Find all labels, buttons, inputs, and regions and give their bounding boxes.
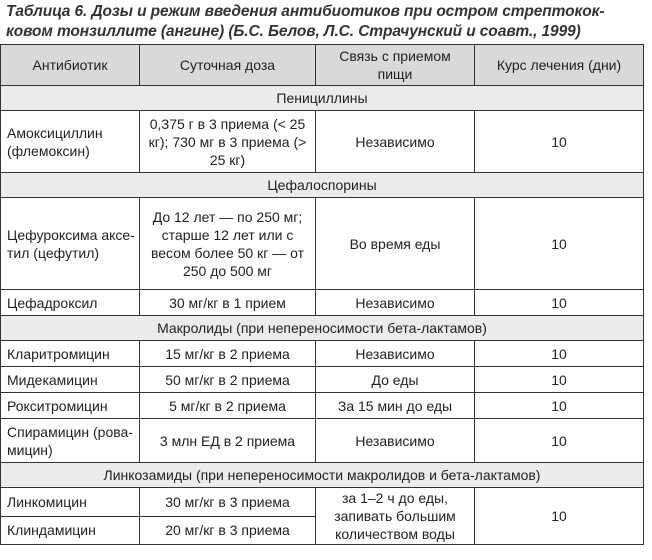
course-days: 10 [475, 341, 644, 367]
drug-name: Клиндамицин [1, 516, 140, 545]
table-row [1, 393, 644, 419]
drug-name: Цефадроксил [1, 290, 140, 316]
course-days: 10 [475, 393, 644, 419]
drug-name: Рокситромицин [1, 393, 140, 419]
daily-dose: 50 мг/кг в 2 приема [140, 367, 316, 393]
food-relation: Во время еды [316, 198, 475, 290]
course-days: 10 [475, 367, 644, 393]
daily-dose: 30 мг/кг в 1 прием [140, 290, 316, 316]
table-row [1, 198, 644, 290]
group-label: Цефалоспорины [1, 173, 644, 198]
food-relation: До еды [316, 367, 475, 393]
daily-dose: 0,375 г в 3 приема (< 25 кг); 730 мг в 3 приема (> 25 кг) [140, 111, 316, 173]
daily-dose: 5 мг/кг в 2 приема [140, 393, 316, 419]
course-days: 10 [475, 419, 644, 463]
food-relation: Независимо [316, 111, 475, 173]
group-row-lincosamides [1, 463, 644, 488]
antibiotic-dose-table [0, 44, 644, 545]
table-row [1, 341, 644, 367]
food-relation: Независимо [316, 419, 475, 463]
group-row-cephalosporins [1, 173, 644, 198]
drug-name: Мидекамицин [1, 367, 140, 393]
group-row-macrolides [1, 316, 644, 341]
daily-dose: До 12 лет — по 250 мг; старше 12 лет или с весом более 50 кг — от 250 до 500 мг [140, 198, 316, 290]
daily-dose: 15 мг/кг в 2 приема [140, 341, 316, 367]
food-relation: Независимо [316, 290, 475, 316]
course-days: 10 [475, 488, 644, 545]
food-relation: за 1–2 ч до еды, запивать большим количеством воды [316, 488, 475, 545]
daily-dose: 20 мг/кг в 3 приема [140, 516, 316, 545]
header-daily-dose: Суточная доза [140, 45, 316, 86]
drug-name: Цефуроксима аксе-тил (цефутил) [1, 198, 140, 290]
header-row [1, 45, 644, 86]
course-days: 10 [475, 290, 644, 316]
drug-name: Кларитромицин [1, 341, 140, 367]
table-row [1, 367, 644, 393]
course-days: 10 [475, 198, 644, 290]
header-antibiotic: Антибиотик [1, 45, 140, 86]
food-relation: За 15 мин до еды [316, 393, 475, 419]
table-row [1, 290, 644, 316]
daily-dose: 3 млн ЕД в 2 приема [140, 419, 316, 463]
group-row-penicillins [1, 86, 644, 111]
header-food-relation: Связь с приемом пищи [316, 45, 475, 86]
course-days: 10 [475, 111, 644, 173]
table-row [1, 111, 644, 173]
food-relation: Независимо [316, 341, 475, 367]
drug-name: Линкомицин [1, 488, 140, 517]
group-label: Макролиды (при непереносимости бета-лактамов) [1, 316, 644, 341]
table-row [1, 488, 644, 517]
drug-name: Амоксициллин (флемоксин) [1, 111, 140, 173]
header-course-days: Курс лечения (дни) [475, 45, 644, 86]
group-label: Пенициллины [1, 86, 644, 111]
group-label: Линкозамиды (при непереносимости макролидов и бета-лактамов) [1, 463, 644, 488]
drug-name: Спирамицин (рова-мицин) [1, 419, 140, 463]
table-caption: Таблица 6. Дозы и режим введения антибиотиков при остром стрептокок-ковом тонзиллите (ангине) (Б.С. Белов, Л.С. Страчунский и соавт., 1999) [6, 3, 605, 40]
daily-dose: 30 мг/кг в 3 приема [140, 488, 316, 517]
table-row [1, 419, 644, 463]
